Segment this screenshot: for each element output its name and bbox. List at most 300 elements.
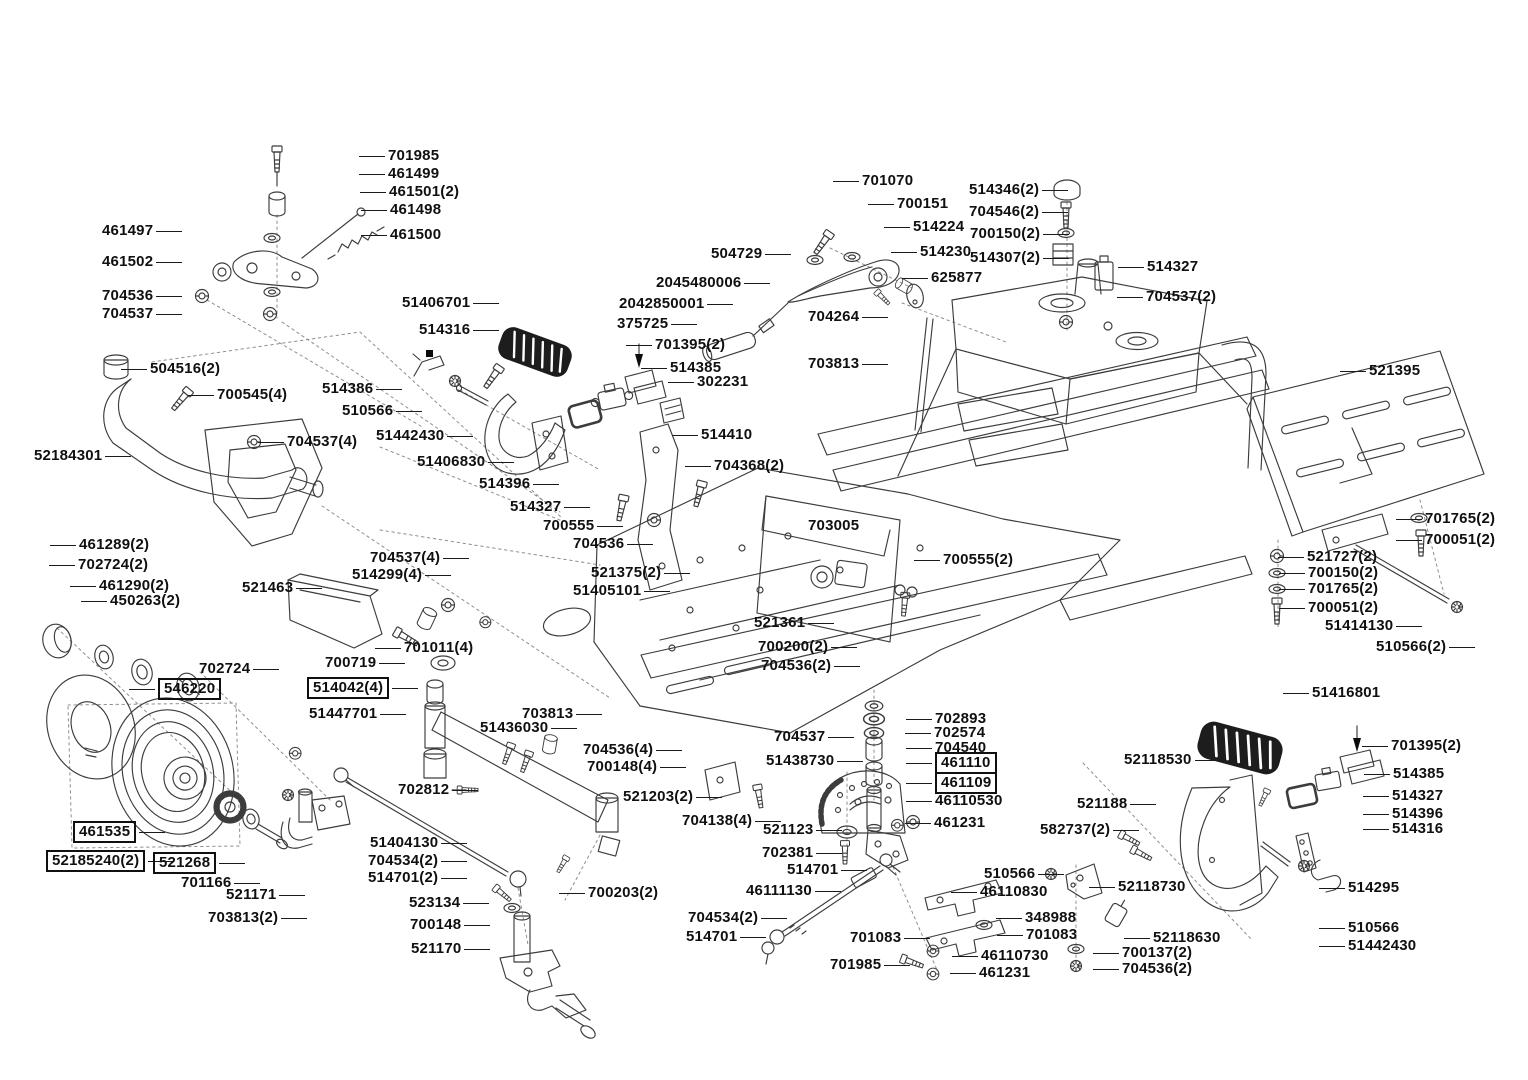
- part-number: 521170: [411, 940, 462, 957]
- leader-line: [996, 918, 1022, 919]
- leader-line: [219, 863, 245, 864]
- part-number: 704368(2): [714, 457, 785, 474]
- part-label: [479, 474, 562, 494]
- part-label: [830, 171, 913, 191]
- part-label: [808, 516, 859, 536]
- part-number: 701083: [850, 929, 902, 946]
- part-number: 514701: [686, 928, 738, 945]
- leader-line: [105, 456, 131, 457]
- part-label: [325, 653, 408, 673]
- part-number: 702893: [935, 710, 987, 727]
- leader-line: [837, 761, 863, 762]
- leader-line: [464, 925, 490, 926]
- leader-line: [1279, 589, 1305, 590]
- part-number: 700051(2): [1425, 531, 1496, 548]
- leader-line: [906, 783, 932, 784]
- part-number: 704536(2): [761, 657, 832, 674]
- part-label: [688, 908, 790, 928]
- leader-line: [70, 586, 96, 587]
- part-number: 52184301: [34, 447, 103, 464]
- part-number: 701395(2): [655, 336, 726, 353]
- part-label: [881, 217, 964, 237]
- part-number: 51438730: [766, 752, 835, 769]
- leader-line: [951, 892, 977, 893]
- part-label: [899, 268, 982, 288]
- leader-line: [1319, 888, 1345, 889]
- part-number: 702574: [934, 724, 986, 741]
- part-number: 504516(2): [150, 360, 221, 377]
- part-number: 704536: [102, 287, 154, 304]
- part-label: [850, 928, 933, 948]
- part-label: [969, 180, 1071, 200]
- part-label: [669, 425, 752, 445]
- leader-line: [696, 797, 722, 798]
- part-label: [970, 248, 1072, 268]
- leader-line: [376, 389, 402, 390]
- leader-line: [359, 174, 385, 175]
- leader-line: [685, 466, 711, 467]
- part-label: [808, 307, 891, 327]
- part-label: [682, 456, 784, 476]
- part-label: [78, 591, 180, 611]
- part-number: 510566: [1348, 919, 1400, 936]
- leader-line: [533, 484, 559, 485]
- part-number: 700150(2): [1308, 564, 1379, 581]
- part-number: 514224: [913, 218, 965, 235]
- leader-line: [1279, 608, 1305, 609]
- leader-line: [1130, 804, 1156, 805]
- part-label: [208, 908, 310, 928]
- part-number: 704534(2): [688, 909, 759, 926]
- leader-line: [156, 296, 182, 297]
- part-label: [102, 286, 185, 306]
- part-number: 701765(2): [1308, 580, 1379, 597]
- part-number: 701070: [862, 172, 914, 189]
- part-number: 514327: [1392, 787, 1444, 804]
- leader-line: [904, 938, 930, 939]
- part-label: [623, 335, 725, 355]
- part-number: 521727(2): [1307, 548, 1378, 565]
- part-label: [1040, 820, 1142, 840]
- part-number: 704534(2): [368, 852, 439, 869]
- part-label: [1393, 509, 1495, 529]
- part-number: 700545(4): [217, 386, 288, 403]
- part-label: [686, 927, 769, 947]
- part-label: [73, 822, 168, 842]
- leader-line: [831, 647, 857, 648]
- part-number: 700555: [543, 517, 595, 534]
- leader-line: [576, 714, 602, 715]
- part-label: [665, 372, 748, 392]
- part-number: 702381: [762, 844, 814, 861]
- leader-line: [1319, 928, 1345, 929]
- leader-line: [841, 870, 867, 871]
- part-label: [510, 497, 593, 517]
- part-label: [543, 516, 626, 536]
- leader-line: [1283, 693, 1309, 694]
- part-label: [322, 379, 405, 399]
- part-number: 514316: [1392, 820, 1444, 837]
- leader-line: [950, 973, 976, 974]
- part-number: 582737(2): [1040, 821, 1111, 838]
- part-number: 701985: [388, 147, 440, 164]
- part-number: 514327: [1147, 258, 1199, 275]
- part-number: 514042(4): [307, 677, 389, 699]
- part-number: 700151: [897, 195, 949, 212]
- part-number: 46110730: [981, 947, 1049, 964]
- part-label: [623, 787, 725, 807]
- part-number: 521203(2): [623, 788, 694, 805]
- part-number: 461498: [390, 201, 442, 218]
- part-number: 461231: [934, 814, 986, 831]
- leader-line: [744, 283, 770, 284]
- part-label: [102, 252, 185, 272]
- leader-line: [156, 231, 182, 232]
- part-number: 514396: [1392, 805, 1444, 822]
- part-label: [746, 881, 844, 901]
- leader-line: [396, 411, 422, 412]
- part-number: 46111130: [746, 882, 812, 899]
- leader-line: [664, 573, 690, 574]
- part-number: 46110530: [935, 792, 1003, 809]
- part-label: [1359, 736, 1461, 756]
- leader-line: [1093, 969, 1119, 970]
- leader-line: [452, 790, 478, 791]
- part-label: [398, 780, 481, 800]
- leader-line: [906, 748, 932, 749]
- part-number: 521171: [226, 886, 277, 903]
- leader-line: [447, 436, 473, 437]
- part-number: 51447701: [309, 705, 378, 722]
- part-number: 51405101: [573, 582, 642, 599]
- part-number: 703813: [522, 705, 574, 722]
- part-number: 521188: [1077, 795, 1128, 812]
- part-label: [763, 820, 845, 840]
- part-number: 52185240(2): [46, 850, 145, 872]
- leader-line: [1089, 887, 1115, 888]
- part-number: 625877: [931, 269, 983, 286]
- leader-line: [1195, 760, 1221, 761]
- part-label: [903, 753, 997, 773]
- part-number: 510566(2): [1376, 638, 1447, 655]
- part-label: [903, 773, 997, 793]
- leader-line: [156, 314, 182, 315]
- part-number: 51414130: [1325, 617, 1394, 634]
- leader-line: [296, 588, 322, 589]
- leader-line: [997, 935, 1023, 936]
- part-label: [153, 853, 248, 873]
- leader-line: [1279, 573, 1305, 574]
- leader-line: [672, 435, 698, 436]
- part-label: [370, 833, 470, 853]
- leader-line: [644, 591, 670, 592]
- leader-line: [740, 937, 766, 938]
- part-number: 521375(2): [591, 564, 662, 581]
- leader-line: [49, 565, 75, 566]
- leader-line: [1113, 830, 1139, 831]
- leader-line: [1362, 746, 1388, 747]
- part-number: 546220: [158, 678, 221, 700]
- leader-line: [361, 210, 387, 211]
- part-label: [185, 385, 287, 405]
- leader-line: [488, 462, 514, 463]
- part-label: [356, 146, 439, 166]
- part-number: 700203(2): [588, 884, 659, 901]
- part-label: [994, 925, 1077, 945]
- part-number: 701166: [181, 874, 232, 891]
- leader-line: [380, 714, 406, 715]
- leader-line: [464, 949, 490, 950]
- leader-line: [862, 317, 888, 318]
- leader-line: [707, 304, 733, 305]
- part-label: [242, 578, 325, 598]
- leader-line: [1278, 557, 1304, 558]
- part-number: 461535: [73, 821, 136, 843]
- part-label: [357, 182, 459, 202]
- part-number: 514299(4): [352, 566, 423, 583]
- leader-line: [139, 832, 165, 833]
- part-number: 51404130: [370, 834, 439, 851]
- part-number: 461502: [102, 253, 154, 270]
- leader-line: [1396, 540, 1422, 541]
- leader-line: [441, 861, 467, 862]
- leader-line: [641, 368, 667, 369]
- part-label: [255, 432, 357, 452]
- part-label: [358, 225, 441, 245]
- part-number: 704537: [774, 728, 826, 745]
- part-label: [199, 659, 282, 679]
- part-number: 521395: [1369, 362, 1421, 379]
- part-label: [352, 565, 454, 585]
- part-number: 700148(4): [587, 758, 658, 775]
- part-label: [342, 401, 425, 421]
- leader-line: [1043, 258, 1069, 259]
- part-number: 704546(2): [969, 203, 1040, 220]
- leader-line: [1043, 234, 1069, 235]
- leader-line: [281, 918, 307, 919]
- part-label: [970, 224, 1072, 244]
- part-label: [1360, 819, 1443, 839]
- part-label: [118, 359, 220, 379]
- leader-line: [597, 526, 623, 527]
- part-label: [307, 678, 421, 698]
- part-number: 450263(2): [110, 592, 181, 609]
- part-number: 704536(4): [583, 741, 654, 758]
- leader-line: [441, 843, 467, 844]
- part-number: 461500: [390, 226, 442, 243]
- leader-line: [564, 507, 590, 508]
- part-number: 704540: [935, 739, 987, 756]
- part-number: 704264: [808, 308, 860, 325]
- part-label: [948, 882, 1048, 902]
- part-number: 51442430: [376, 427, 445, 444]
- leader-line: [816, 830, 842, 831]
- part-number: 514386: [322, 380, 374, 397]
- part-label: [1124, 750, 1224, 770]
- part-label: [1115, 257, 1198, 277]
- part-label: [102, 304, 185, 324]
- part-number: 51406830: [417, 453, 486, 470]
- leader-line: [1340, 371, 1366, 372]
- leader-line: [671, 324, 697, 325]
- part-number: 514410: [701, 426, 753, 443]
- leader-line: [1363, 796, 1389, 797]
- part-number: 704537(2): [1146, 288, 1217, 305]
- part-label: [34, 446, 134, 466]
- part-label: [1337, 361, 1420, 381]
- part-number: 701985: [830, 956, 882, 973]
- leader-line: [279, 895, 305, 896]
- part-number: 514385: [670, 359, 722, 376]
- part-number: 2045480006: [656, 274, 742, 291]
- part-label: [911, 550, 1013, 570]
- leader-line: [1042, 212, 1068, 213]
- part-label: [902, 813, 985, 833]
- leader-line: [392, 688, 418, 689]
- part-number: 523134: [409, 894, 461, 911]
- part-label: [356, 164, 439, 184]
- part-label: [1376, 637, 1478, 657]
- part-label: [587, 757, 689, 777]
- part-label: [766, 751, 866, 771]
- part-number: 703813: [808, 355, 860, 372]
- part-number: 702812: [398, 781, 450, 798]
- leader-line: [906, 801, 932, 802]
- part-number: 521268: [153, 852, 216, 874]
- leader-line: [1364, 774, 1390, 775]
- part-number: 701765(2): [1425, 510, 1496, 527]
- part-number: 521463: [242, 579, 294, 596]
- part-label: [1361, 764, 1444, 784]
- leader-line: [906, 719, 932, 720]
- part-label: [617, 314, 700, 334]
- part-label: [903, 791, 1003, 811]
- part-number: 52118630: [1153, 929, 1221, 946]
- part-label: [888, 242, 971, 262]
- part-number: 375725: [617, 315, 669, 332]
- part-number: 514295: [1348, 879, 1400, 896]
- part-label: [761, 656, 863, 676]
- part-number: 510566: [984, 865, 1036, 882]
- part-label: [787, 860, 870, 880]
- leader-line: [868, 204, 894, 205]
- leader-line: [360, 192, 386, 193]
- leader-line: [81, 601, 107, 602]
- part-number: 702724: [199, 660, 251, 677]
- part-label: [1090, 959, 1192, 979]
- part-label: [1114, 287, 1216, 307]
- part-label: [46, 555, 148, 575]
- part-number: 704138(4): [682, 812, 753, 829]
- leader-line: [914, 560, 940, 561]
- leader-line: [1093, 953, 1119, 954]
- leader-line: [1118, 267, 1144, 268]
- part-number: 514385: [1393, 765, 1445, 782]
- part-number: 704536(2): [1122, 960, 1193, 977]
- part-number: 702724(2): [78, 556, 149, 573]
- part-number: 504729: [711, 245, 763, 262]
- part-label: [102, 221, 185, 241]
- part-number: 704537: [102, 305, 154, 322]
- leader-line: [559, 893, 585, 894]
- part-number: 700555(2): [943, 551, 1014, 568]
- leader-line: [473, 303, 499, 304]
- part-label: [368, 868, 470, 888]
- leader-line: [660, 767, 686, 768]
- leader-line: [815, 891, 841, 892]
- leader-line: [902, 278, 928, 279]
- part-label: [984, 864, 1067, 884]
- part-number: 703005: [808, 517, 860, 534]
- part-number: 700148: [410, 916, 462, 933]
- part-number: 514701(2): [368, 869, 439, 886]
- leader-line: [884, 965, 910, 966]
- leader-line: [834, 666, 860, 667]
- part-label: [419, 320, 502, 340]
- part-label: [480, 718, 580, 738]
- part-label: [1316, 878, 1399, 898]
- part-label: [1276, 598, 1378, 618]
- part-number: 514230: [920, 243, 972, 260]
- part-number: 700137(2): [1122, 944, 1193, 961]
- leader-line: [425, 575, 451, 576]
- leader-line: [905, 733, 931, 734]
- part-label: [309, 704, 409, 724]
- leader-line: [375, 648, 401, 649]
- part-label: [226, 885, 308, 905]
- part-number: 700200(2): [758, 638, 829, 655]
- leader-line: [258, 442, 284, 443]
- part-label: [1316, 936, 1416, 956]
- part-number: 348988: [1025, 909, 1077, 926]
- part-label: [808, 354, 891, 374]
- leader-line: [833, 181, 859, 182]
- part-number: 514701: [787, 861, 839, 878]
- leader-line: [443, 558, 469, 559]
- part-label: [1325, 616, 1425, 636]
- leader-line: [361, 235, 387, 236]
- leader-line: [156, 262, 182, 263]
- part-number: 461501(2): [389, 183, 460, 200]
- leader-line: [626, 345, 652, 346]
- leader-line: [906, 763, 932, 764]
- part-label: [409, 893, 492, 913]
- part-label: [1280, 683, 1380, 703]
- leader-line: [656, 750, 682, 751]
- part-number: 704537(4): [370, 549, 441, 566]
- leader-line: [1038, 874, 1064, 875]
- part-label: [417, 452, 517, 472]
- leader-line: [441, 878, 467, 879]
- leader-line: [862, 364, 888, 365]
- part-label: [758, 637, 860, 657]
- part-label: [376, 426, 476, 446]
- leader-line: [1319, 946, 1345, 947]
- part-label: [591, 563, 693, 583]
- leader-line: [816, 853, 842, 854]
- leader-line: [884, 227, 910, 228]
- leader-line: [473, 330, 499, 331]
- leader-line: [551, 728, 577, 729]
- leader-line: [1363, 814, 1389, 815]
- leader-line: [668, 382, 694, 383]
- part-number: 701395(2): [1391, 737, 1462, 754]
- part-number: 700051(2): [1308, 599, 1379, 616]
- part-label: [573, 534, 656, 554]
- part-label: [573, 581, 673, 601]
- part-number: 701083: [1026, 926, 1078, 943]
- leader-line: [359, 156, 385, 157]
